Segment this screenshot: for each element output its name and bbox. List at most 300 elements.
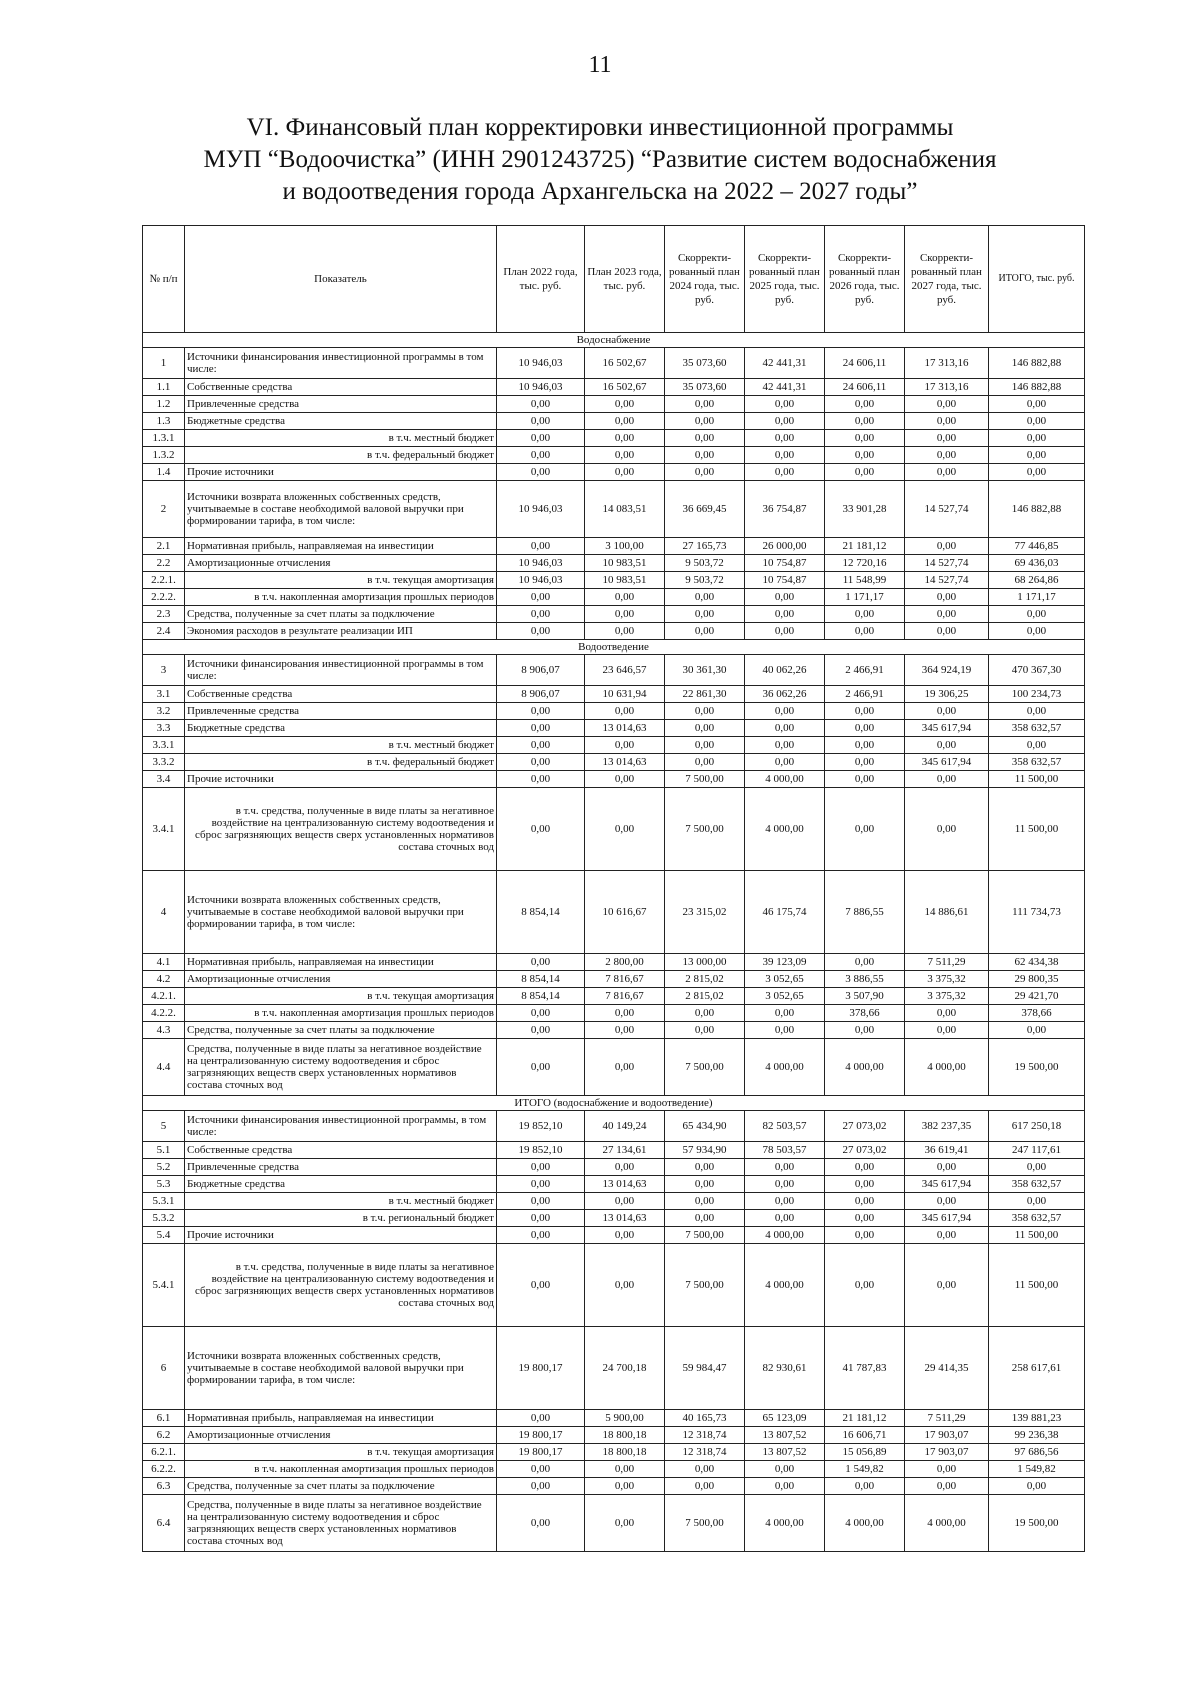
row-number: 1.4	[143, 464, 185, 481]
value-cell: 7 886,55	[825, 871, 905, 954]
row-label: Привлеченные средства	[185, 1159, 497, 1176]
value-cell: 36 669,45	[665, 481, 745, 538]
row-label: Привлеченные средства	[185, 703, 497, 720]
value-cell: 16 606,71	[825, 1427, 905, 1444]
table-row	[143, 606, 1085, 623]
value-cell: 0,00	[497, 538, 585, 555]
value-cell: 9 503,72	[665, 555, 745, 572]
row-label: в т.ч. местный бюджет	[185, 1193, 497, 1210]
value-cell: 19 852,10	[497, 1111, 585, 1142]
table-row	[143, 1227, 1085, 1244]
value-cell: 0,00	[745, 1210, 825, 1227]
row-number: 6.2.1.	[143, 1444, 185, 1461]
value-cell: 35 073,60	[665, 379, 745, 396]
value-cell: 24 606,11	[825, 379, 905, 396]
title-line-1: VI. Финансовый план корректировки инвестиционной программы	[246, 114, 954, 141]
value-cell: 36 754,87	[745, 481, 825, 538]
value-cell: 0,00	[825, 413, 905, 430]
value-cell: 0,00	[497, 1159, 585, 1176]
table-row	[143, 1142, 1085, 1159]
table-row	[143, 703, 1085, 720]
row-label: в т.ч. накопленная амортизация прошлых периодов	[185, 1461, 497, 1478]
value-cell: 27 134,61	[585, 1142, 665, 1159]
value-cell: 10 946,03	[497, 555, 585, 572]
row-number: 1.3	[143, 413, 185, 430]
value-cell: 0,00	[905, 1227, 989, 1244]
value-cell: 19 800,17	[497, 1427, 585, 1444]
value-cell: 7 500,00	[665, 771, 745, 788]
value-cell: 19 306,25	[905, 686, 989, 703]
row-label: Амортизационные отчисления	[185, 555, 497, 572]
value-cell: 36 619,41	[905, 1142, 989, 1159]
value-cell: 0,00	[497, 589, 585, 606]
value-cell: 11 548,99	[825, 572, 905, 589]
table-row	[143, 1176, 1085, 1193]
value-cell: 8 906,07	[497, 655, 585, 686]
value-cell: 29 414,35	[905, 1327, 989, 1410]
value-cell: 27 073,02	[825, 1142, 905, 1159]
value-cell: 4 000,00	[745, 1039, 825, 1096]
row-label: Нормативная прибыль, направляемая на инвестиции	[185, 538, 497, 555]
value-cell: 36 062,26	[745, 686, 825, 703]
value-cell: 8 854,14	[497, 971, 585, 988]
value-cell: 4 000,00	[745, 788, 825, 871]
value-cell: 4 000,00	[745, 771, 825, 788]
value-cell: 0,00	[665, 606, 745, 623]
value-cell: 345 617,94	[905, 1210, 989, 1227]
value-cell: 0,00	[585, 1005, 665, 1022]
value-cell: 0,00	[825, 1210, 905, 1227]
row-number: 2.2.1.	[143, 572, 185, 589]
value-cell: 0,00	[665, 1022, 745, 1039]
value-cell: 345 617,94	[905, 720, 989, 737]
value-cell: 24 700,18	[585, 1327, 665, 1410]
value-cell: 0,00	[745, 1159, 825, 1176]
table-row	[143, 1039, 1085, 1096]
value-cell: 378,66	[825, 1005, 905, 1022]
value-cell: 26 000,00	[745, 538, 825, 555]
value-cell: 0,00	[989, 413, 1085, 430]
value-cell: 19 500,00	[989, 1495, 1085, 1552]
value-cell: 358 632,57	[989, 720, 1085, 737]
column-header: План 2023 года, тыс. руб.	[585, 226, 665, 333]
row-number: 3.2	[143, 703, 185, 720]
value-cell: 0,00	[825, 1022, 905, 1039]
value-cell: 14 527,74	[905, 572, 989, 589]
value-cell: 1 549,82	[825, 1461, 905, 1478]
row-label: Амортизационные отчисления	[185, 1427, 497, 1444]
value-cell: 0,00	[905, 703, 989, 720]
value-cell: 358 632,57	[989, 1176, 1085, 1193]
row-label: Средства, полученные за счет платы за подключение	[185, 606, 497, 623]
value-cell: 8 906,07	[497, 686, 585, 703]
value-cell: 11 500,00	[989, 771, 1085, 788]
value-cell: 0,00	[825, 464, 905, 481]
value-cell: 5 900,00	[585, 1410, 665, 1427]
row-label: Средства, полученные в виде платы за негативное воздействие на централизованную систему водоотведения и сброс загрязняющих веществ сверх установленных нормативов состава сточных вод	[185, 1495, 497, 1552]
table-row	[143, 1005, 1085, 1022]
value-cell: 0,00	[585, 396, 665, 413]
table-row	[143, 1159, 1085, 1176]
value-cell: 0,00	[497, 954, 585, 971]
value-cell: 29 800,35	[989, 971, 1085, 988]
table-row	[143, 555, 1085, 572]
row-label: в т.ч. текущая амортизация	[185, 988, 497, 1005]
value-cell: 10 631,94	[585, 686, 665, 703]
row-label: в т.ч. средства, полученные в виде платы за негативное воздействие на централизованную систему водоотведения и сброс загрязняющих веществ сверх установленных нормативов состава сточных вод	[185, 1244, 497, 1327]
value-cell: 0,00	[497, 1193, 585, 1210]
title-line-3: и водоотведения города Архангельска на 2022 – 2027 годы”	[282, 178, 918, 205]
row-label: Привлеченные средства	[185, 396, 497, 413]
value-cell: 0,00	[497, 771, 585, 788]
value-cell: 68 264,86	[989, 572, 1085, 589]
value-cell: 0,00	[497, 606, 585, 623]
value-cell: 8 854,14	[497, 988, 585, 1005]
value-cell: 0,00	[905, 623, 989, 640]
value-cell: 10 754,87	[745, 572, 825, 589]
value-cell: 0,00	[665, 1478, 745, 1495]
value-cell: 2 815,02	[665, 988, 745, 1005]
value-cell: 33 901,28	[825, 481, 905, 538]
row-label: Источники возврата вложенных собственных средств, учитываемые в составе необходимой валовой выручки при формировании тарифа, в том числе:	[185, 1327, 497, 1410]
value-cell: 10 946,03	[497, 572, 585, 589]
row-number: 4.4	[143, 1039, 185, 1096]
value-cell: 139 881,23	[989, 1410, 1085, 1427]
value-cell: 0,00	[497, 1244, 585, 1327]
row-number: 3.4.1	[143, 788, 185, 871]
value-cell: 2 815,02	[665, 971, 745, 988]
title-line-2: МУП “Водоочистка” (ИНН 2901243725) “Развитие систем водоснабжения	[203, 146, 997, 173]
table-row	[143, 1193, 1085, 1210]
value-cell: 13 807,52	[745, 1427, 825, 1444]
row-number: 2.2	[143, 555, 185, 572]
value-cell: 19 500,00	[989, 1039, 1085, 1096]
section-title: ИТОГО (водоснабжение и водоотведение)	[143, 1096, 1085, 1111]
value-cell: 0,00	[585, 771, 665, 788]
row-number: 6.1	[143, 1410, 185, 1427]
row-number: 4.1	[143, 954, 185, 971]
value-cell: 17 313,16	[905, 348, 989, 379]
row-label: Средства, полученные за счет платы за подключение	[185, 1478, 497, 1495]
value-cell: 0,00	[745, 589, 825, 606]
value-cell: 0,00	[825, 1176, 905, 1193]
table-row	[143, 396, 1085, 413]
table-row	[143, 1327, 1085, 1410]
section-title: Водоотведение	[143, 640, 1085, 655]
row-label: Средства, полученные в виде платы за негативное воздействие на централизованную систему водоотведения и сброс загрязняющих веществ сверх установленных нормативов состава сточных вод	[185, 1039, 497, 1096]
value-cell: 21 181,12	[825, 1410, 905, 1427]
value-cell: 0,00	[665, 589, 745, 606]
value-cell: 111 734,73	[989, 871, 1085, 954]
value-cell: 0,00	[585, 703, 665, 720]
value-cell: 0,00	[665, 413, 745, 430]
row-label: в т.ч. федеральный бюджет	[185, 754, 497, 771]
row-number: 5.4.1	[143, 1244, 185, 1327]
table-row	[143, 348, 1085, 379]
value-cell: 7 511,29	[905, 954, 989, 971]
value-cell: 0,00	[905, 606, 989, 623]
value-cell: 7 511,29	[905, 1410, 989, 1427]
value-cell: 4 000,00	[905, 1039, 989, 1096]
value-cell: 358 632,57	[989, 754, 1085, 771]
table-body	[143, 333, 1085, 1552]
value-cell: 0,00	[585, 1039, 665, 1096]
table-row	[143, 1111, 1085, 1142]
value-cell: 0,00	[665, 737, 745, 754]
column-header: ИТОГО, тыс. руб.	[989, 226, 1085, 333]
value-cell: 18 800,18	[585, 1427, 665, 1444]
value-cell: 0,00	[905, 737, 989, 754]
section-header-row	[143, 333, 1085, 348]
table-row	[143, 430, 1085, 447]
row-number: 3.3.1	[143, 737, 185, 754]
table-row	[143, 1495, 1085, 1552]
value-cell: 3 052,65	[745, 988, 825, 1005]
row-label: Источники финансирования инвестиционной программы в том числе:	[185, 655, 497, 686]
row-number: 6	[143, 1327, 185, 1410]
row-number: 5.2	[143, 1159, 185, 1176]
value-cell: 0,00	[497, 1410, 585, 1427]
value-cell: 0,00	[745, 1022, 825, 1039]
table-row	[143, 988, 1085, 1005]
value-cell: 617 250,18	[989, 1111, 1085, 1142]
value-cell: 4 000,00	[825, 1039, 905, 1096]
row-number: 2.3	[143, 606, 185, 623]
row-label: Прочие источники	[185, 464, 497, 481]
value-cell: 0,00	[665, 464, 745, 481]
value-cell: 0,00	[585, 1495, 665, 1552]
row-label: Источники возврата вложенных собственных средств, учитываемые в составе необходимой валовой выручки при формировании тарифа, в том числе:	[185, 871, 497, 954]
value-cell: 4 000,00	[745, 1495, 825, 1552]
row-label: Прочие источники	[185, 1227, 497, 1244]
value-cell: 100 234,73	[989, 686, 1085, 703]
table-header-row	[143, 226, 1085, 333]
value-cell: 13 000,00	[665, 954, 745, 971]
value-cell: 1 171,17	[989, 589, 1085, 606]
value-cell: 40 149,24	[585, 1111, 665, 1142]
value-cell: 0,00	[665, 1210, 745, 1227]
value-cell: 0,00	[585, 1022, 665, 1039]
table-row	[143, 737, 1085, 754]
value-cell: 12 318,74	[665, 1427, 745, 1444]
value-cell: 0,00	[497, 754, 585, 771]
value-cell: 19 800,17	[497, 1327, 585, 1410]
column-header: План 2022 года, тыс. руб.	[497, 226, 585, 333]
value-cell: 10 754,87	[745, 555, 825, 572]
value-cell: 0,00	[497, 1461, 585, 1478]
value-cell: 65 123,09	[745, 1410, 825, 1427]
value-cell: 3 375,32	[905, 971, 989, 988]
value-cell: 4 000,00	[825, 1495, 905, 1552]
value-cell: 7 500,00	[665, 1227, 745, 1244]
value-cell: 82 503,57	[745, 1111, 825, 1142]
value-cell: 0,00	[497, 1227, 585, 1244]
value-cell: 0,00	[745, 464, 825, 481]
value-cell: 12 318,74	[665, 1444, 745, 1461]
table-row	[143, 720, 1085, 737]
value-cell: 0,00	[665, 754, 745, 771]
value-cell: 0,00	[585, 606, 665, 623]
row-number: 6.3	[143, 1478, 185, 1495]
row-number: 4.2.2.	[143, 1005, 185, 1022]
value-cell: 17 903,07	[905, 1444, 989, 1461]
value-cell: 77 446,85	[989, 538, 1085, 555]
row-label: Средства, полученные за счет платы за подключение	[185, 1022, 497, 1039]
value-cell: 0,00	[989, 1022, 1085, 1039]
row-label: Источники возврата вложенных собственных средств, учитываемые в составе необходимой валовой выручки при формировании тарифа, в том числе:	[185, 481, 497, 538]
table-row	[143, 1444, 1085, 1461]
value-cell: 0,00	[905, 447, 989, 464]
value-cell: 0,00	[665, 396, 745, 413]
value-cell: 0,00	[585, 1244, 665, 1327]
row-number: 1.3.1	[143, 430, 185, 447]
row-number: 5.3.1	[143, 1193, 185, 1210]
value-cell: 9 503,72	[665, 572, 745, 589]
value-cell: 0,00	[497, 1495, 585, 1552]
table-row	[143, 481, 1085, 538]
table-row	[143, 464, 1085, 481]
value-cell: 7 500,00	[665, 1039, 745, 1096]
financial-plan-table	[142, 225, 1085, 1552]
table-row	[143, 954, 1085, 971]
row-number: 4.2.1.	[143, 988, 185, 1005]
table-row	[143, 589, 1085, 606]
value-cell: 13 014,63	[585, 754, 665, 771]
value-cell: 0,00	[497, 1176, 585, 1193]
value-cell: 10 946,03	[497, 379, 585, 396]
value-cell: 78 503,57	[745, 1142, 825, 1159]
row-number: 1.1	[143, 379, 185, 396]
row-number: 1	[143, 348, 185, 379]
value-cell: 7 500,00	[665, 1244, 745, 1327]
value-cell: 146 882,88	[989, 379, 1085, 396]
value-cell: 0,00	[825, 788, 905, 871]
value-cell: 14 527,74	[905, 555, 989, 572]
value-cell: 7 816,67	[585, 971, 665, 988]
section-header-row	[143, 640, 1085, 655]
column-header: Показатель	[185, 226, 497, 333]
value-cell: 19 800,17	[497, 1444, 585, 1461]
value-cell: 10 983,51	[585, 572, 665, 589]
value-cell: 82 930,61	[745, 1327, 825, 1410]
value-cell: 12 720,16	[825, 555, 905, 572]
value-cell: 0,00	[745, 413, 825, 430]
value-cell: 14 083,51	[585, 481, 665, 538]
value-cell: 97 686,56	[989, 1444, 1085, 1461]
value-cell: 0,00	[905, 396, 989, 413]
value-cell: 0,00	[825, 1193, 905, 1210]
value-cell: 24 606,11	[825, 348, 905, 379]
value-cell: 42 441,31	[745, 348, 825, 379]
table-row	[143, 1244, 1085, 1327]
table-row	[143, 1478, 1085, 1495]
value-cell: 0,00	[905, 1193, 989, 1210]
value-cell: 0,00	[905, 413, 989, 430]
table-row	[143, 1022, 1085, 1039]
value-cell: 0,00	[665, 1176, 745, 1193]
value-cell: 10 946,03	[497, 481, 585, 538]
column-header: Скорректи-рованный план 2027 года, тыс. руб.	[905, 226, 989, 333]
value-cell: 0,00	[989, 430, 1085, 447]
value-cell: 0,00	[665, 1461, 745, 1478]
row-number: 6.4	[143, 1495, 185, 1552]
value-cell: 16 502,67	[585, 348, 665, 379]
value-cell: 0,00	[745, 606, 825, 623]
value-cell: 0,00	[585, 1193, 665, 1210]
row-number: 2	[143, 481, 185, 538]
table-row	[143, 754, 1085, 771]
row-label: в т.ч. федеральный бюджет	[185, 447, 497, 464]
value-cell: 65 434,90	[665, 1111, 745, 1142]
table-row	[143, 1410, 1085, 1427]
value-cell: 0,00	[745, 1461, 825, 1478]
value-cell: 0,00	[497, 430, 585, 447]
value-cell: 1 549,82	[989, 1461, 1085, 1478]
value-cell: 0,00	[905, 1022, 989, 1039]
value-cell: 7 500,00	[665, 788, 745, 871]
value-cell: 0,00	[665, 623, 745, 640]
row-number: 5.1	[143, 1142, 185, 1159]
value-cell: 4 000,00	[745, 1244, 825, 1327]
table-row	[143, 623, 1085, 640]
value-cell: 146 882,88	[989, 348, 1085, 379]
value-cell: 69 436,03	[989, 555, 1085, 572]
value-cell: 0,00	[745, 430, 825, 447]
value-cell: 0,00	[745, 754, 825, 771]
value-cell: 0,00	[825, 754, 905, 771]
value-cell: 0,00	[497, 623, 585, 640]
value-cell: 11 500,00	[989, 788, 1085, 871]
value-cell: 0,00	[905, 589, 989, 606]
value-cell: 0,00	[585, 430, 665, 447]
value-cell: 27 073,02	[825, 1111, 905, 1142]
value-cell: 21 181,12	[825, 538, 905, 555]
row-number: 1.2	[143, 396, 185, 413]
value-cell: 382 237,35	[905, 1111, 989, 1142]
value-cell: 0,00	[825, 1244, 905, 1327]
row-label: в т.ч. накопленная амортизация прошлых периодов	[185, 589, 497, 606]
value-cell: 0,00	[905, 464, 989, 481]
column-header: № п/п	[143, 226, 185, 333]
value-cell: 0,00	[825, 430, 905, 447]
value-cell: 23 646,57	[585, 655, 665, 686]
row-label: в т.ч. региональный бюджет	[185, 1210, 497, 1227]
value-cell: 3 507,90	[825, 988, 905, 1005]
value-cell: 0,00	[989, 1159, 1085, 1176]
value-cell: 62 434,38	[989, 954, 1085, 971]
value-cell: 19 852,10	[497, 1142, 585, 1159]
value-cell: 0,00	[585, 1227, 665, 1244]
row-number: 5	[143, 1111, 185, 1142]
row-number: 6.2.2.	[143, 1461, 185, 1478]
table-row	[143, 1427, 1085, 1444]
value-cell: 22 861,30	[665, 686, 745, 703]
table-row	[143, 1461, 1085, 1478]
table-row	[143, 788, 1085, 871]
value-cell: 10 946,03	[497, 348, 585, 379]
value-cell: 0,00	[825, 1478, 905, 1495]
row-number: 6.2	[143, 1427, 185, 1444]
value-cell: 57 934,90	[665, 1142, 745, 1159]
row-label: Собственные средства	[185, 379, 497, 396]
row-number: 3.4	[143, 771, 185, 788]
value-cell: 17 903,07	[905, 1427, 989, 1444]
value-cell: 46 175,74	[745, 871, 825, 954]
value-cell: 0,00	[745, 1176, 825, 1193]
value-cell: 0,00	[989, 737, 1085, 754]
value-cell: 0,00	[825, 737, 905, 754]
value-cell: 0,00	[745, 623, 825, 640]
